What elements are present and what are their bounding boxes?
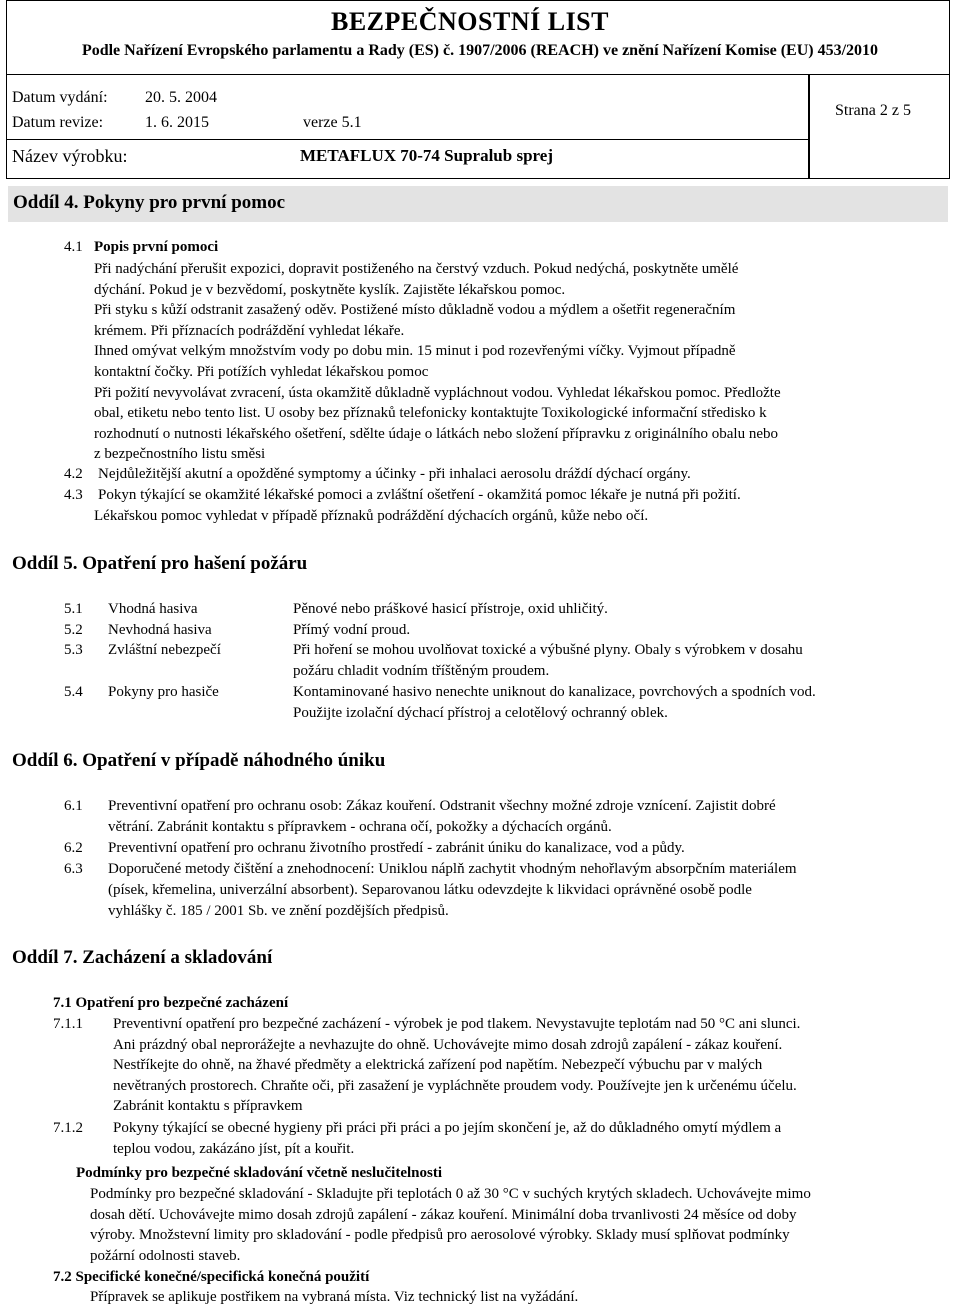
row-value: Přímý vodní proud. [293, 622, 411, 638]
row-label: Zvláštní nebezpečí [108, 642, 221, 658]
revision-date-label: Datum revize: [12, 114, 104, 131]
item-number: 7.1.2 [53, 1120, 83, 1136]
item-number: 5.4 [64, 684, 83, 700]
page-number: Strana 2 z 5 [835, 102, 911, 119]
text-line: nevětraných prostorech. Chraňte oči, při zasažení je vypláchněte proudem vody. Používejte jen k určenému účelu. [113, 1077, 797, 1094]
text-line: Preventivní opatření pro ochranu osob: Zákaz kouření. Odstranit všechny možné zdroje vznícení. Zajistit dobré [108, 798, 776, 814]
text-line: obal, etiketu nebo tento list. U osoby bez příznaků telefonicky kontaktujte Toxikologické informační středisko k [94, 405, 767, 422]
item-number: 5.3 [64, 642, 83, 658]
item-number: 6.2 [64, 840, 83, 856]
text-line: Pokyny týkající se obecné hygieny při práci při práci a po jejím skončení je, až do důkladného omytí mýdlem a [113, 1120, 782, 1136]
text-line: Podmínky pro bezpečné skladování - Skladujte při teplotách 0 až 30 °C v suchých krytých skladech. Uchovávejte mimo [90, 1186, 811, 1202]
text-line: Ani prázdný obal neprorážejte a nevhazujte do ohně. Uchovávejte mimo dosah zdrojů zapálení - zákaz kouření. [113, 1036, 783, 1053]
product-name-value: METAFLUX 70-74 Supralub sprej [300, 146, 553, 165]
version-label: verze 5.1 [303, 114, 362, 131]
item-number: 4.3 [64, 487, 83, 503]
row-value: požáru chladit vodním tříštěným proudem. [293, 663, 550, 679]
symptoms-text: Nejdůležitější akutní a opožděné symptomy a účinky - při inhalaci aerosolu dráždí dýchací orgány. [98, 466, 691, 482]
text-line: Ihned omývat velkým množstvím vody po dobu min. 15 minut i pod rozevřenými víčky. Vyjmout případně [94, 343, 736, 360]
medical-attention-text: Lékařskou pomoc vyhledat v případě příznaků podráždění dýchacích orgánů, kůže nebo očí. [94, 508, 649, 524]
text-line: kontaktní čočky. Při potížích vyhledat lékařskou pomoc [94, 364, 429, 380]
item-number: 6.3 [64, 861, 83, 877]
text-line: Při požití nevyvolávat zvracení, ústa okamžitě důkladně vypláchnout vodou. Vyhledat lékařskou pomoc. Předložte [94, 384, 781, 401]
item-number: 5.1 [64, 601, 83, 617]
row-label: Nevhodná hasiva [108, 622, 212, 638]
text-line: Nestříkejte do ohně, na žhavé předměty a elektrická zařízení pod napětím. Nebezpečí výbuchu par v malých [113, 1057, 763, 1074]
row-value: Při hoření se mohou uvolňovat toxické a výbušné plyny. Obaly s výrobkem v dosahu [293, 642, 803, 658]
section-5-title: Oddíl 5. Opatření pro hašení požáru [12, 553, 308, 574]
page-number-frame [808, 74, 950, 179]
issue-date-value: 20. 5. 2004 [145, 89, 217, 106]
subsection-heading: Podmínky pro bezpečné skladování včetně neslučitelnosti [76, 1165, 442, 1181]
row-value: Pěnové nebo práškové hasicí přístroje, oxid uhličitý. [293, 601, 608, 617]
section-6-title: Oddíl 6. Opatření v případě náhodného úniku [12, 750, 386, 771]
medical-attention-text: Pokyn týkající se okamžité lékařské pomoci a zvláštní ošetření - okamžitá pomoc lékaře je nutná při požití. [98, 487, 741, 503]
text-line: rozhodnutí o nutnosti lékařského ošetření, sdělte údaje o látkách nebo složení přípravku z originálního obalu nebo [94, 425, 778, 442]
row-value: Kontaminované hasivo nenechte uniknout do kanalizace, povrchových a spodních vod. [293, 684, 816, 700]
row-value: Použijte izolační dýchací přístroj a celotělový ochranný oblek. [293, 705, 668, 721]
item-number: 6.1 [64, 798, 83, 814]
text-line: z bezpečnostního listu směsi [94, 446, 266, 463]
text-line: teplou vodou, zakázáno jíst, pít a kouřit. [113, 1140, 355, 1157]
end-use-text: Přípravek se aplikuje postřikem na vybraná místa. Viz technický list na vyžádání. [90, 1289, 579, 1305]
issue-date-label: Datum vydání: [12, 89, 108, 106]
revision-date-value: 1. 6. 2015 [145, 114, 209, 131]
text-line: dýchání. Pokud je v bezvědomí, poskytněte kyslík. Zajistěte lékařskou pomoc. [94, 281, 566, 298]
text-line: Preventivní opatření pro ochranu životního prostředí - zabránit úniku do kanalizace, vod a půdy. [108, 840, 685, 856]
section-4-title: Oddíl 4. Pokyny pro první pomoc [13, 192, 286, 213]
item-number: 5.2 [64, 622, 83, 638]
document-title: BEZPEČNOSTNÍ LIST [331, 7, 609, 36]
product-name-label: Název výrobku: [12, 146, 128, 166]
item-number: 4.2 [64, 466, 83, 482]
text-line: požární odolnosti staveb. [90, 1247, 241, 1264]
text-line: (písek, křemelina, univerzální absorbent). Separovanou látku odevzdejte k likvidaci oprávněné osobě podle [108, 882, 752, 898]
subsection-heading: Popis první pomoci [94, 239, 219, 255]
subsection-heading: 7.1 Opatření pro bezpečné zacházení [53, 995, 289, 1011]
section-7-title: Oddíl 7. Zacházení a skladování [12, 947, 273, 968]
text-line: výroby. Množstevní limity pro skladování - podle předpisů pro aerosolové výrobky. Sklady musí splňovat podmínky [90, 1227, 790, 1244]
text-line: Preventivní opatření pro bezpečné zacházení - výrobek je pod tlakem. Nevystavujte teplotám nad 50 °C ani slunci. [113, 1016, 801, 1032]
section-4-heading-bar [8, 186, 948, 222]
subsection-heading: 7.2 Specifické konečné/specifická konečná použití [53, 1269, 370, 1285]
text-line: Zabránit kontaktu s přípravkem [113, 1098, 303, 1115]
text-line: Při styku s kůží odstranit zasažený oděv. Postižené místo důkladně vodou a mýdlem a ošetřit regeneračním [94, 302, 736, 319]
text-line: vyhlášky č. 185 / 2001 Sb. ve znění pozdějších předpisů. [108, 903, 449, 919]
row-label: Vhodná hasiva [108, 601, 198, 617]
text-line: větrání. Zabránit kontaktu s přípravkem - ochrana očí, pokožky a dýchacích orgánů. [108, 819, 612, 835]
row-label: Pokyny pro hasiče [108, 684, 219, 700]
info-divider [6, 139, 808, 140]
text-line: dosah dětí. Uchovávejte mimo dosah zdrojů zapálení - zákaz kouření. Minimální doba trvanlivosti 24 měsíce od doby [90, 1206, 797, 1223]
item-number: 4.1 [64, 239, 83, 255]
text-line: Při nadýchání přerušit expozici, dopravit postiženého na čerstvý vzduch. Pokud nedýchá, poskytněte umělé [94, 261, 739, 277]
regulation-subtitle: Podle Nařízení Evropského parlamentu a Rady (ES) č. 1907/2006 (REACH) ve znění Nařízení Komise (EU) 453/2010 [81, 42, 879, 59]
item-number: 7.1.1 [53, 1016, 83, 1032]
text-line: Doporučené metody čištění a znehodnocení: Uniklou náplň zachytit vhodným nehořlavým absorpčním materiálem [108, 861, 797, 877]
text-line: krémem. Při příznacích podráždění vyhledat lékaře. [94, 322, 405, 339]
